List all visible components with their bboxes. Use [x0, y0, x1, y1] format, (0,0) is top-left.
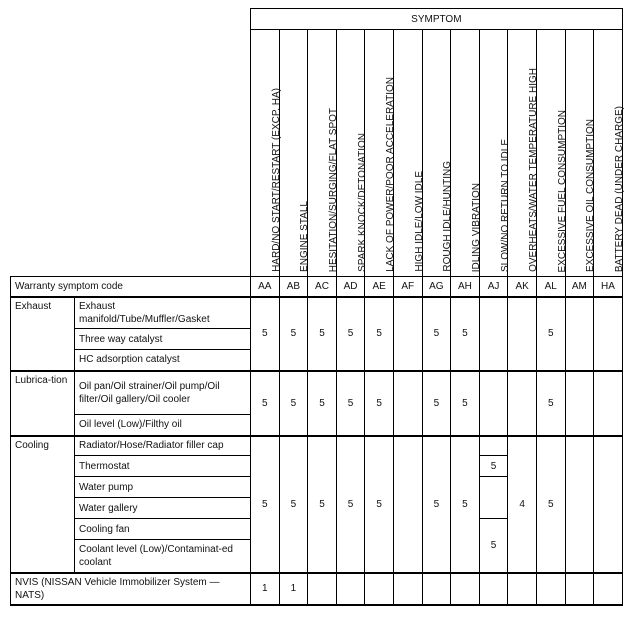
symptom-header-ac [308, 30, 337, 277]
component-item: Water gallery [75, 498, 251, 519]
value-cell [594, 436, 623, 573]
warranty-code-label: Warranty symptom code [11, 277, 251, 298]
value-cell [594, 297, 623, 371]
value-cell [393, 371, 422, 436]
symptom-label: ROUGH IDLE/HUNTING [442, 161, 454, 272]
nvis-label: NVIS (NISSAN Vehicle Immobilizer System — NATS) [11, 573, 251, 605]
symptom-label: LACK OF POWER/POOR ACCELERATION [385, 77, 397, 272]
symptom-code: AB [279, 277, 308, 298]
value-cell: 5 [336, 297, 365, 371]
component-item: Oil pan/Oil strainer/Oil pump/Oil filter/Oil gallery/Oil cooler [75, 371, 251, 415]
component-item: Thermostat [75, 456, 251, 477]
symptom-label: HESITATION/SURGING/FLAT SPOT [327, 107, 339, 272]
lubrication-group-label: Lubrica-tion [11, 371, 75, 436]
symptom-table [10, 8, 623, 606]
component-item: Three way catalyst [75, 329, 251, 350]
table-row [11, 573, 623, 605]
value-cell: 1 [279, 573, 308, 605]
symptom-header-am [565, 30, 597, 277]
exhaust-group-label: Exhaust [11, 297, 75, 371]
value-cell [479, 371, 508, 436]
value-cell: 5 [251, 371, 280, 436]
value-cell [508, 297, 537, 371]
value-cell [594, 573, 623, 605]
symptom-code: AJ [479, 277, 508, 298]
component-item: Oil level (Low)/Filthy oil [75, 415, 251, 436]
value-cell [393, 573, 422, 605]
symptom-code: AF [393, 277, 422, 298]
value-cell [508, 371, 537, 436]
value-cell [479, 436, 508, 456]
value-cell: 5 [536, 371, 565, 436]
value-cell [565, 297, 594, 371]
value-cell: 5 [451, 371, 480, 436]
symptom-code: AC [308, 277, 337, 298]
value-cell [308, 573, 337, 605]
value-cell: 5 [365, 436, 394, 573]
symptom-label: SLOW/NO RETURN TO IDLE [499, 139, 511, 272]
value-cell [365, 573, 394, 605]
value-cell: 5 [336, 371, 365, 436]
table-row [11, 371, 623, 415]
value-cell [451, 573, 480, 605]
value-cell [393, 297, 422, 371]
value-cell: 5 [279, 371, 308, 436]
symptom-header-ab [279, 30, 311, 277]
value-cell: 5 [336, 436, 365, 573]
symptom-label: SPARK KNOCK/DETONATION [356, 133, 368, 272]
symptom-header-ak [508, 30, 540, 277]
component-item: Radiator/Hose/Radiator filler cap [75, 436, 251, 456]
symptom-code: AL [536, 277, 565, 298]
symptom-code: AA [251, 277, 280, 298]
value-cell: 5 [308, 297, 337, 371]
value-cell: 5 [536, 297, 565, 371]
component-item: Coolant level (Low)/Contaminat-ed coolant [75, 540, 251, 573]
cooling-group-label: Cooling [11, 436, 75, 573]
symptom-label: ENGINE STALL [299, 201, 311, 272]
symptom-code: AD [336, 277, 365, 298]
value-cell: 5 [451, 297, 480, 371]
value-cell: 5 [422, 371, 451, 436]
value-cell: 5 [365, 371, 394, 436]
symptom-code: HA [594, 277, 623, 298]
symptom-header-aa [251, 30, 280, 277]
value-cell [536, 573, 565, 605]
value-cell: 1 [251, 573, 280, 605]
symptom-header-ad [336, 30, 368, 277]
table-row [11, 436, 623, 456]
component-item: Cooling fan [75, 519, 251, 540]
value-cell: 5 [308, 436, 337, 573]
symptom-label: OVERHEATS/WATER TEMPERATURE HIGH [528, 68, 540, 272]
symptom-header-ah [451, 30, 480, 277]
symptom-code: AK [508, 277, 537, 298]
value-cell: 5 [365, 297, 394, 371]
symptom-header-ae [365, 30, 397, 277]
symptom-label: HARD/NO START/RESTART (EXCP. HA) [270, 88, 282, 272]
symptom-header-aj [479, 30, 511, 277]
component-item: HC adsorption catalyst [75, 350, 251, 371]
table-row [11, 297, 623, 329]
symptom-header-ha [594, 30, 623, 277]
value-cell: 5 [422, 436, 451, 573]
value-cell: 5 [479, 519, 508, 573]
value-cell: 5 [279, 436, 308, 573]
symptom-code: AH [451, 277, 480, 298]
value-cell: 5 [279, 297, 308, 371]
symptom-code: AG [422, 277, 451, 298]
value-cell: 5 [479, 456, 508, 477]
value-cell [336, 573, 365, 605]
value-cell [479, 573, 508, 605]
value-cell [422, 573, 451, 605]
symptom-code: AM [565, 277, 594, 298]
symptom-header: SYMPTOM [251, 9, 623, 30]
value-cell [479, 477, 508, 519]
component-item: Exhaust manifold/Tube/Muffler/Gasket [75, 297, 251, 329]
value-cell [565, 436, 594, 573]
symptom-label: BATTERY DEAD (UNDER CHARGE) [613, 105, 625, 272]
value-cell: 5 [422, 297, 451, 371]
value-cell: 4 [508, 436, 537, 573]
corner-blank [11, 9, 251, 277]
symptom-header-al [536, 30, 568, 277]
value-cell [393, 436, 422, 573]
symptom-label: HIGH IDLE/LOW IDLE [413, 171, 425, 272]
value-cell [508, 573, 537, 605]
value-cell [479, 297, 508, 371]
symptom-label: IDLING VIBRATION [470, 182, 482, 272]
component-item: Water pump [75, 477, 251, 498]
value-cell: 5 [308, 371, 337, 436]
symptom-header-ag [422, 30, 454, 277]
value-cell: 5 [536, 436, 565, 573]
symptom-header-af [393, 30, 425, 277]
value-cell: 5 [251, 297, 280, 371]
value-cell [565, 371, 594, 436]
value-cell: 5 [451, 436, 480, 573]
symptom-label: EXCESSIVE FUEL CONSUMPTION [556, 109, 568, 272]
value-cell: 5 [251, 436, 280, 573]
symptom-label: EXCESSIVE OIL CONSUMPTION [585, 119, 597, 272]
value-cell [594, 371, 623, 436]
symptom-code: AE [365, 277, 394, 298]
value-cell [565, 573, 594, 605]
